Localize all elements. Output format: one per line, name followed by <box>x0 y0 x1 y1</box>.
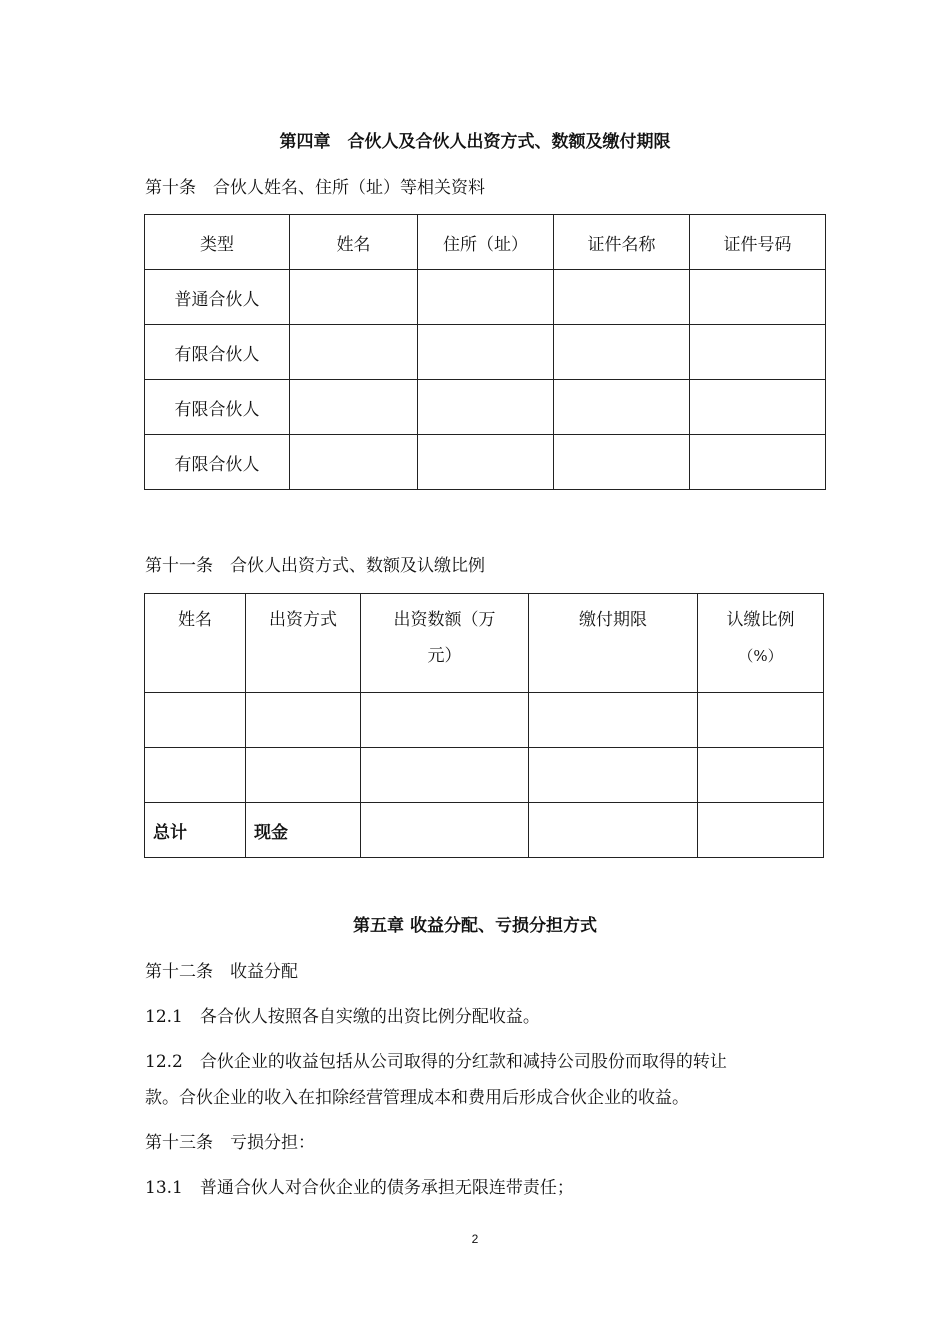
article-11-heading: 第十一条 合伙人出资方式、数额及认缴比例 <box>145 556 485 576</box>
empty-cell <box>554 270 690 325</box>
empty-cell <box>361 693 529 748</box>
empty-cell <box>690 435 826 490</box>
empty-cell <box>529 693 698 748</box>
empty-cell <box>418 325 554 380</box>
partner-type-cell: 有限合伙人 <box>145 435 290 490</box>
empty-cell <box>418 270 554 325</box>
empty-cell <box>554 325 690 380</box>
empty-cell <box>698 803 824 858</box>
header-amount-line2: 元） <box>427 646 462 666</box>
header-method: 出资方式 <box>246 594 361 693</box>
table-row <box>145 748 824 803</box>
partner-type-cell: 有限合伙人 <box>145 325 290 380</box>
empty-cell <box>529 748 698 803</box>
table-header-row <box>145 594 824 693</box>
empty-cell <box>690 270 826 325</box>
paragraph-12-2-line2: 款。合伙企业的收入在扣除经营管理成本和费用后形成合伙企业的收益。 <box>145 1088 689 1108</box>
table-row <box>145 270 826 325</box>
empty-cell <box>529 803 698 858</box>
header-deadline: 缴付期限 <box>529 594 698 693</box>
table-total-row <box>145 803 824 858</box>
table-row <box>145 325 826 380</box>
table-row <box>145 435 826 490</box>
empty-cell <box>698 748 824 803</box>
empty-cell <box>145 748 246 803</box>
table-row <box>145 693 824 748</box>
chapter-5-title: 第五章 收益分配、亏损分担方式 <box>353 916 597 936</box>
header-amount <box>361 594 529 693</box>
empty-cell <box>290 435 418 490</box>
empty-cell <box>290 380 418 435</box>
empty-cell <box>690 380 826 435</box>
header-name: 姓名 <box>290 215 418 270</box>
empty-cell <box>690 325 826 380</box>
empty-cell <box>361 748 529 803</box>
header-address: 住所（址） <box>418 215 554 270</box>
partner-info-table <box>144 214 826 490</box>
empty-cell <box>290 270 418 325</box>
article-13-heading: 第十三条 亏损分担： <box>145 1133 315 1153</box>
empty-cell <box>290 325 418 380</box>
empty-cell <box>361 803 529 858</box>
header-type: 类型 <box>145 215 290 270</box>
partner-type-cell: 普通合伙人 <box>145 270 290 325</box>
empty-cell <box>418 380 554 435</box>
empty-cell <box>698 693 824 748</box>
partner-type-cell: 有限合伙人 <box>145 380 290 435</box>
header-name: 姓名 <box>145 594 246 693</box>
table-header-row <box>145 215 826 270</box>
header-id-number: 证件号码 <box>690 215 826 270</box>
empty-cell <box>246 748 361 803</box>
article-10-heading: 第十条 合伙人姓名、住所（址）等相关资料 <box>145 178 485 198</box>
empty-cell <box>145 693 246 748</box>
page-number: 2 <box>471 1232 479 1246</box>
paragraph-12-1: 12.1 各合伙人按照各自实缴的出资比例分配收益。 <box>145 1007 540 1027</box>
header-ratio-line2: （%） <box>738 647 783 665</box>
empty-cell <box>418 435 554 490</box>
empty-cell <box>246 693 361 748</box>
empty-cell <box>554 380 690 435</box>
empty-cell <box>554 435 690 490</box>
capital-contribution-table <box>144 593 824 858</box>
article-12-heading: 第十二条 收益分配 <box>145 962 298 982</box>
header-ratio <box>698 594 824 693</box>
paragraph-12-2-line1: 12.2 合伙企业的收益包括从公司取得的分红款和减持公司股份而取得的转让 <box>145 1052 727 1072</box>
total-method: 现金 <box>246 803 361 858</box>
header-amount-line1: 出资数额（万 <box>393 610 496 630</box>
table-row <box>145 380 826 435</box>
paragraph-13-1: 13.1 普通合伙人对合伙企业的债务承担无限连带责任； <box>145 1178 574 1198</box>
total-label: 总计 <box>145 803 246 858</box>
header-id-type: 证件名称 <box>554 215 690 270</box>
header-ratio-line1: 认缴比例 <box>726 610 795 630</box>
chapter-4-title: 第四章 合伙人及合伙人出资方式、数额及缴付期限 <box>279 132 671 152</box>
